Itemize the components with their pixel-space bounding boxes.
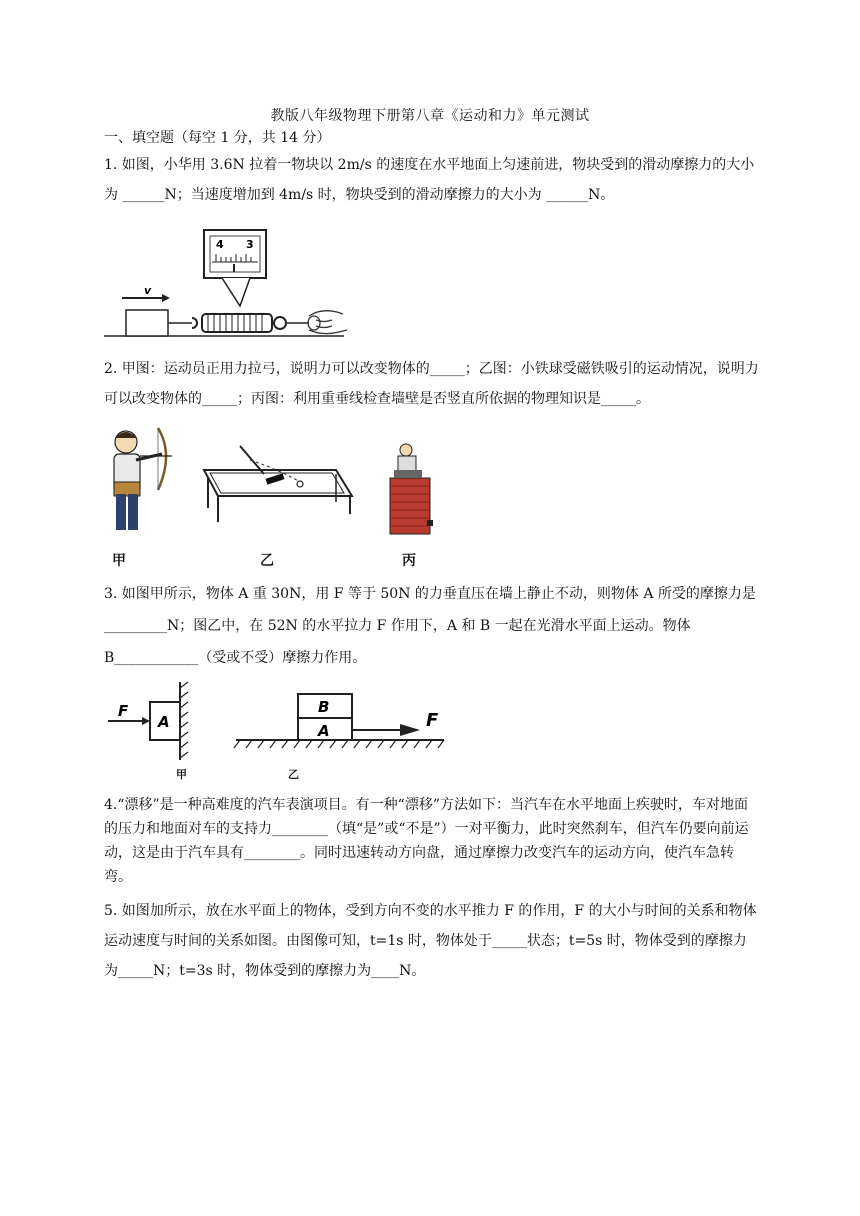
spring-scale-drawing	[104, 226, 354, 344]
velocity-label: v	[144, 284, 152, 297]
question-3: 3. 如图甲所示，物体 A 重 30N，用 F 等于 50N 的力垂直压在墙上静止不动，则物体 A 所受的摩擦力是_________N；图乙中，在 52N 的水平拉力 F 作用下，A 和 B 一起在光滑水平面上运动。物体B____________（受或不受）摩擦力作用。	[104, 586, 756, 666]
question-1: 1. 如图，小华用 3.6N 拉着一物块以 2m/s 的速度在水平地面上匀速前进，物块受到的滑动摩擦力的大小为 ______N；当速度增加到 4m/s 时，物块受到的滑动摩擦力的大小为 ______N。	[104, 157, 755, 203]
page-title: 教版八年级物理下册第八章《运动和力》单元测试	[270, 108, 590, 124]
wall-press-diagram	[108, 682, 188, 760]
figure-label-yi: 乙	[260, 553, 274, 569]
scale-number-right: 3	[246, 238, 254, 251]
block-b-label: B	[318, 698, 330, 716]
magnet-table-sketch	[204, 446, 352, 522]
force-effects-drawing	[100, 424, 440, 544]
figure-label-bing: 丙	[402, 553, 416, 569]
block	[126, 310, 168, 336]
figure-spring-scale	[104, 226, 354, 348]
figure-label-yi-3: 乙	[288, 768, 299, 781]
question-5: 5. 如图加所示，放在水平面上的物体，受到方向不变的水平推力 F 的作用，F 的大小与时间的关系和物体运动速度与时间的关系如图。由图像可知，t=1s 时，物体处于_____状态；t=5s 时，物体受到的摩擦力为_____N；t=3s 时，物体受到的摩擦力为____N。	[104, 903, 757, 979]
plumb-wall-sketch	[390, 444, 433, 534]
archer-sketch	[114, 428, 172, 530]
block-a-label: A	[318, 722, 330, 740]
stacked-blocks-diagram	[234, 694, 444, 748]
scale-number-left: 4	[216, 238, 224, 251]
wall-block-label: A	[158, 713, 170, 731]
section-heading: 一、填空题（每空 1 分，共 14 分）	[104, 130, 331, 146]
pull-force-label: F	[426, 710, 439, 731]
figure-label-jia-3: 甲	[176, 768, 187, 781]
question-4: 4.“漂移”是一种高难度的汽车表演项目。有一种“漂移”方法如下：当汽车在水平地面上疾驶时，车对地面的压力和地面对车的支持力________（填“是”或“不是”）一对平衡力，此时突然刹车，但汽车仍要向前运动，这是由于汽车具有________。同时迅速转动方向盘，通过摩擦力改变汽车的运动方向，使汽车急转弯。	[104, 797, 749, 885]
wall-force-label: F	[118, 702, 129, 720]
figure-label-jia: 甲	[112, 553, 126, 569]
friction-blocks-drawing	[104, 680, 454, 762]
figure-force-effects	[100, 424, 440, 572]
figure-friction-blocks	[104, 680, 454, 782]
question-2: 2. 甲图：运动员正用力拉弓，说明力可以改变物体的_____；乙图：小铁球受磁铁吸引的运动情况，说明力可以改变物体的_____；丙图：利用重垂线检查墙壁是否竖直所依据的物理知识是_____。	[104, 361, 759, 407]
